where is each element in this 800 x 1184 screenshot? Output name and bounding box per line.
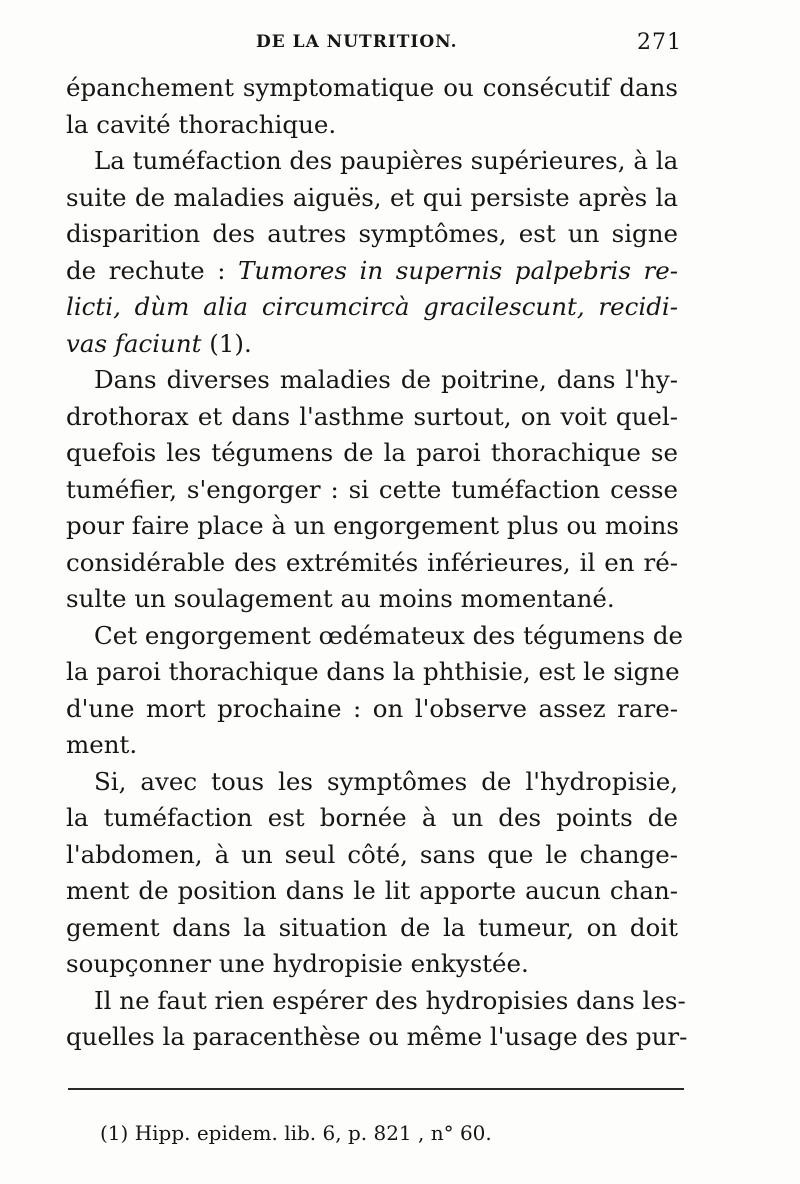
text-line: d'une mort prochaine : on l'observe assez rare-	[66, 693, 678, 723]
running-title: DE LA NUTRITION.	[256, 32, 458, 52]
text-line: ment de position dans le lit apporte aucun chan-	[66, 876, 678, 905]
text-line	[66, 326, 678, 363]
text-line: drothorax et dans l'asthme surtout, on voit quel-	[66, 401, 678, 431]
text-line: disparition des autres symptômes, est un signe	[66, 219, 678, 248]
text-line: épanchement symptomatique ou consécutif dans	[66, 73, 678, 102]
paragraph-first-line: Dans diverses maladies de poitrine, dans l'hy-	[94, 365, 678, 394]
text-line: soupçonner une hydropisie enkystée.	[66, 949, 529, 978]
body-text	[66, 70, 688, 1056]
latin-quotation: vas faciunt	[66, 328, 202, 358]
text-line: l'abdomen, à un seul côté, sans que le change-	[66, 839, 678, 869]
paragraph-first-line: Cet engorgement œdémateux des tégumens de	[94, 620, 684, 650]
paragraph-first-line: Il ne faut rien espérer des hydropisies dans les-	[94, 985, 686, 1015]
text-fragment: de rechute :	[66, 255, 239, 285]
footnote-divider	[68, 1088, 684, 1090]
text-line: suite de maladies aiguës, et qui persiste après la	[66, 182, 678, 212]
text-line: quelles la paracenthèse ou même l'usage des pur-	[66, 1022, 688, 1051]
text-line: tuméfier, s'engorger : si cette tuméfaction cesse	[66, 474, 678, 504]
running-head	[66, 26, 682, 62]
footnote: (1) Hipp. epidem. lib. 6, p. 821 , n° 60.	[100, 1121, 492, 1145]
text-line: quefois les tégumens de la paroi thorachique se	[66, 438, 678, 467]
latin-quotation-line	[66, 289, 678, 326]
paragraph-first-line: Si, avec tous les symptômes de l'hydropisie,	[94, 766, 678, 796]
text-line: considérable des extrémités inférieures, il en ré-	[66, 547, 678, 577]
text-line: sulte un soulagement au moins momentané.	[66, 584, 615, 613]
text-line: ment.	[66, 730, 138, 759]
text-line: pour faire place à un engorgement plus ou moins	[66, 511, 679, 540]
paragraph-first-line: La tuméfaction des paupières supérieures, à la	[94, 146, 679, 175]
text-line: gement dans la situation de la tumeur, on doit	[66, 912, 678, 942]
page-number: 271	[637, 30, 682, 55]
text-line: la cavité thorachique.	[66, 109, 337, 139]
text-line	[66, 253, 678, 290]
text-line: la tuméfaction est bornée à un des points de	[66, 803, 678, 832]
text-line: la paroi thorachique dans la phthisie, est le signe	[66, 657, 680, 686]
footnote-reference: (1).	[201, 328, 252, 358]
latin-quotation: Tumores in supernis palpebris re-	[238, 255, 679, 285]
latin-quotation: licti, dùm alia circumcircà gracilescunt, recidi-	[66, 292, 678, 321]
